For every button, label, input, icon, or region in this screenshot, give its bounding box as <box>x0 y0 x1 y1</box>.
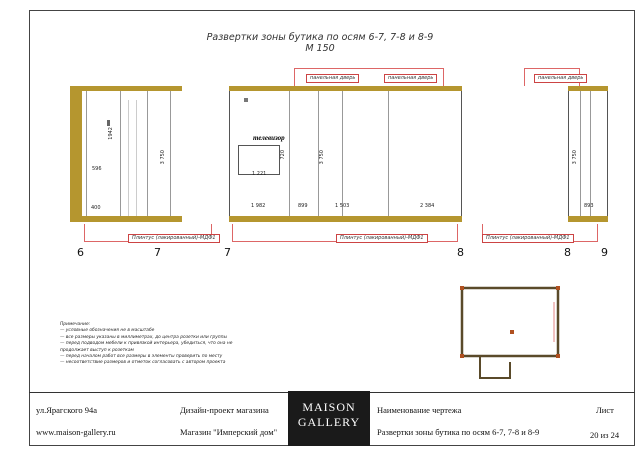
note-line: — все размеры указаны в миллиметрах, до центра розетки или группы <box>60 334 227 340</box>
dim-text: 1 221 <box>252 171 267 177</box>
wall-section <box>70 86 82 222</box>
curtain-fold <box>128 100 129 216</box>
wall-edge <box>229 91 230 216</box>
plan-walls <box>462 288 558 356</box>
note-line: — перед подводом мебели к привязкой интерьера, убедиться, что она не <box>60 341 233 347</box>
note-line: — условные обозначения не в масштабе <box>60 328 155 334</box>
axis-label-6: 6 <box>77 246 84 259</box>
socket <box>244 98 248 102</box>
floor-band <box>70 216 182 222</box>
plan-marker <box>556 286 560 290</box>
dim-text: 1 982 <box>251 203 266 209</box>
notes-heading: Примечание: <box>60 322 91 327</box>
axis-label-8: 8 <box>457 246 464 259</box>
dim-text: 3 750 <box>319 150 325 165</box>
logo-line-2: GALLERY <box>297 415 361 429</box>
curtain-edge <box>120 91 121 216</box>
drawing-title <box>0 32 640 54</box>
tv-label: телевизор <box>253 134 285 142</box>
floor-band <box>229 216 462 222</box>
dim-text: 899 <box>298 203 308 209</box>
plan-marker <box>556 354 560 358</box>
door-label: панельная дверь <box>306 74 359 83</box>
note-line: — несоответствие размеров и отметок согласовать с автором проекта <box>60 360 226 366</box>
plan-annex <box>480 356 510 378</box>
panel-line <box>342 91 343 216</box>
panel-line <box>580 91 581 216</box>
plinth-label: Плинтус (лакированный)-МДФ1 <box>336 234 428 243</box>
curtain-edge <box>147 91 148 216</box>
wall-edge <box>461 91 462 216</box>
title-line-2: М 150 <box>305 43 335 54</box>
notes-block <box>60 322 232 367</box>
website-link[interactable]: www.maison-gallery.ru <box>36 427 116 437</box>
ceiling-band <box>229 86 462 91</box>
maison-gallery-logo <box>288 391 370 446</box>
axis-label-7: 7 <box>224 246 231 259</box>
dim-text: 1942 <box>108 127 114 140</box>
panel-line <box>289 91 290 216</box>
plinth-label: Плинтус (лакированный)-МДФ1 <box>482 234 574 243</box>
socket <box>107 120 110 126</box>
drawing-label: Наименование чертежа <box>377 405 462 415</box>
guide-line <box>86 91 87 216</box>
axis-label-7: 7 <box>154 246 161 259</box>
note-line: продолжает выступ к розеткам <box>60 347 134 353</box>
curtain-fold <box>136 100 137 216</box>
dim-text: 893 <box>584 203 594 209</box>
plinth-label: Плинтус (лакированный)-МДФ1 <box>128 234 220 243</box>
address: ул.Ярагского 94а <box>36 405 98 415</box>
note-line: — перед началом работ все размеры в элементы проверить по месту <box>60 354 223 360</box>
ceiling-band <box>568 86 608 91</box>
project-name: Магазин "Имперский дом" <box>180 427 278 437</box>
wall-edge <box>607 91 608 216</box>
plan-marker <box>460 354 464 358</box>
project-label: Дизайн-проект магазина <box>180 405 269 415</box>
sheet-number: 20 из 24 <box>590 430 620 440</box>
dim-text: 400 <box>91 205 101 211</box>
wall-edge <box>568 91 569 216</box>
sheet-label: Лист <box>596 405 614 415</box>
axis-label-8: 8 <box>564 246 571 259</box>
plan-column <box>510 330 514 334</box>
door-label: панельная дверь <box>384 74 437 83</box>
plan-marker <box>460 286 464 290</box>
key-plan <box>450 282 570 382</box>
dim-text: 3 750 <box>572 150 578 165</box>
panel-line <box>590 91 591 216</box>
axis-label-9: 9 <box>601 246 608 259</box>
dim-text: 2 384 <box>420 203 435 209</box>
dim-text: 596 <box>92 166 102 172</box>
title-line-1: Развертки зоны бутика по осям 6-7, 7-8 и 8-9 <box>206 32 434 43</box>
panel-line <box>388 91 389 216</box>
dim-line <box>170 91 171 216</box>
floor-band <box>568 216 608 222</box>
dim-text: 3 750 <box>160 150 166 165</box>
dim-text: 720 <box>280 150 286 160</box>
dim-text: 1 503 <box>335 203 350 209</box>
logo-line-1: MAISON <box>302 400 356 414</box>
drawing-name: Развертки зоны бутика по осям 6-7, 7-8 и 8-9 <box>377 427 540 437</box>
door-label: панельная дверь <box>534 74 587 83</box>
